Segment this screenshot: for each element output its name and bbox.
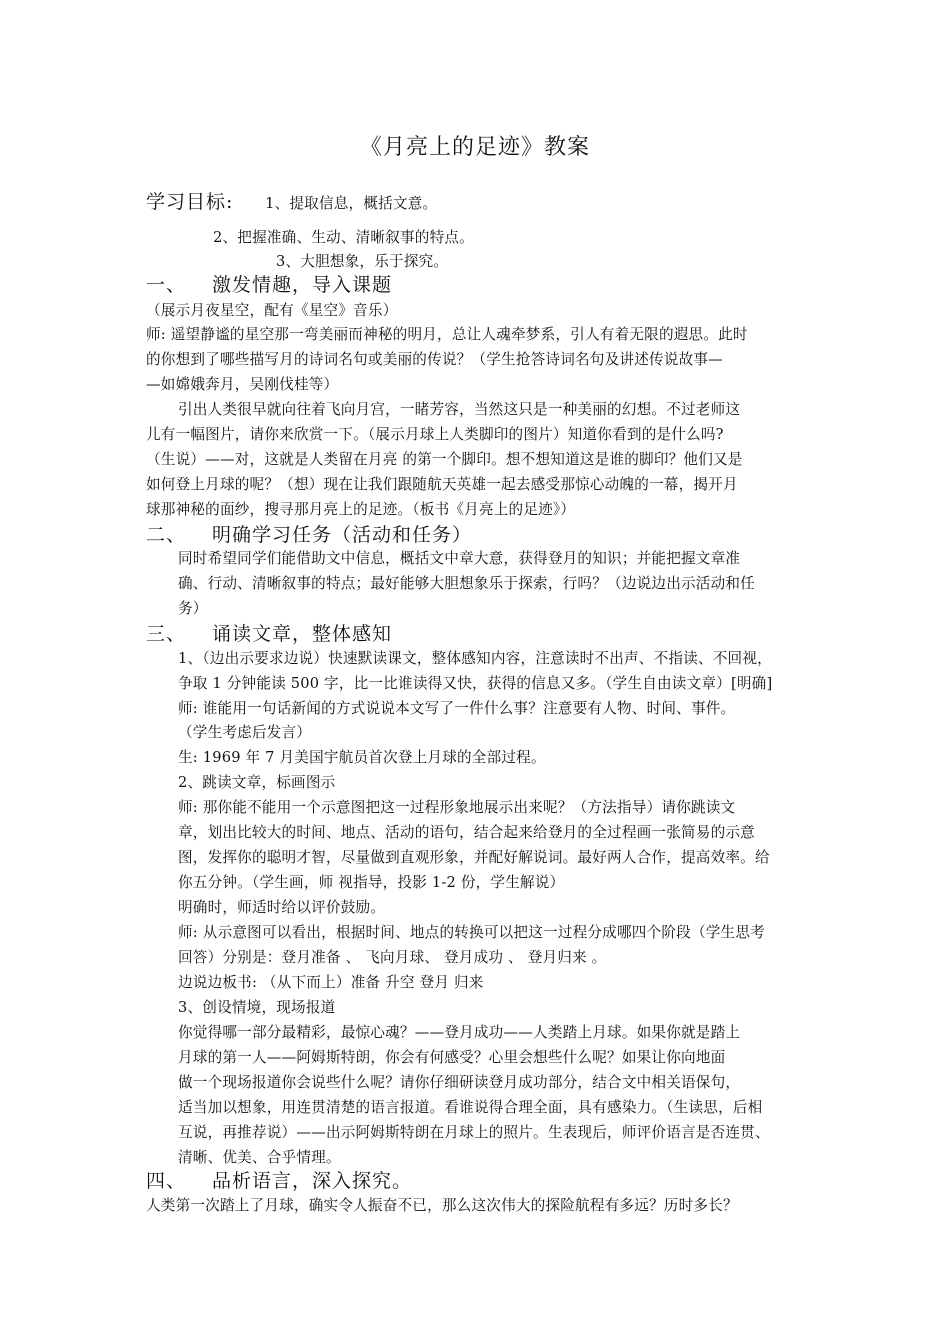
- section-3-line: 清晰、优美、合乎情理。: [178, 1149, 341, 1166]
- learning-goals: [146, 190, 437, 214]
- section-3-line: 你五分钟。（学生画，师 视指导，投影 1-2 份，学生解说）: [178, 874, 565, 891]
- section-3-line: 师: 那你能不能用一个示意图把这一过程形象地展示出来呢？（方法指导）请你跳读文: [178, 799, 736, 816]
- section-1-line: 如何登上月球的呢？（想）现在让我们跟随航天英雄一起去感受那惊心动魄的一幕，揭开月: [146, 476, 738, 493]
- section-3-line: 边说边板书: （从下而上）准备 升空 登月 归来: [178, 974, 484, 991]
- section-3-line: 章，划出比较大的时间、地点、活动的语句，结合起来给登月的全过程画一张简易的示意: [178, 824, 755, 841]
- section-1-line: 引出人类很早就向往着飞向月宫，一睹芳容，当然这只是一种美丽的幻想。不过老师这: [178, 401, 741, 418]
- section-2-line: 确、行动、清晰叙事的特点；最好能够大胆想象乐于探索，行吗？（边说边出示活动和任: [178, 575, 755, 592]
- section-2-title: 明确学习任务（活动和任务）: [212, 524, 473, 546]
- section-1-line: （生说）——对，这就是人类留在月亮 的第一个脚印。想不想知道这是谁的脚印？他们又是: [146, 451, 743, 468]
- section-3-line: 争取 1 分钟能读 500 字，比一比谁读得又快，获得的信息又多。（学生自由读文章）[明确]: [178, 675, 773, 692]
- section-2-line: 同时希望同学们能借助文中信息，概括文中章大意，获得登月的知识；并能把握文章准: [178, 550, 741, 567]
- section-4-title: 品析语言，深入探究。: [212, 1170, 413, 1192]
- section-4-line: 人类第一次踏上了月球，确实令人振奋不已，那么这次伟大的探险航程有多远？历时多长？: [146, 1197, 738, 1214]
- section-3-line: （学生考虑后发言）: [178, 724, 312, 741]
- section-1-number: 一、: [146, 274, 187, 296]
- section-3-line: 图，发挥你的聪明才智，尽量做到直观形象，并配好解说词。最好两人合作，提高效率。给: [178, 849, 770, 866]
- section-3-line: 生: 1969 年 7 月美国宇航员首次登上月球的全部过程。: [178, 749, 546, 766]
- section-1-line: 球那神秘的面纱，搜寻那月亮上的足迹。（板书《月亮上的足迹》）: [146, 501, 576, 518]
- learning-goals-label: 学习目标:: [146, 191, 234, 213]
- section-4-heading: [146, 1169, 412, 1193]
- section-3-number: 三、: [146, 623, 187, 645]
- section-2-heading: [146, 523, 472, 547]
- section-3-line: 月球的第一人——阿姆斯特朗，你会有何感受？心里会想些什么呢？如果让你向地面: [178, 1049, 726, 1066]
- section-3-line: 师: 从示意图可以看出，根据时间、地点的转换可以把这一过程分成哪四个阶段（学生思考: [178, 924, 765, 941]
- section-3-line: 1、（边出示要求边说）快速默读课文，整体感知内容，注意读时不出声、不指读、不回视，: [178, 650, 772, 667]
- section-2-number: 二、: [146, 524, 187, 546]
- section-3-line: 你觉得哪一部分最精彩，最惊心魂？——登月成功——人类踏上月球。如果你就是踏上: [178, 1024, 741, 1041]
- section-1-line: 师: 遥望静谧的星空那一弯美丽而神秘的明月，总让人魂牵梦系，引人有着无限的遐思。此时: [146, 326, 748, 343]
- section-1-title: 激发情趣，导入课题: [212, 274, 393, 296]
- section-4-number: 四、: [146, 1170, 187, 1192]
- section-3-line: 互说，再推荐说）——出示阿姆斯特朗在月球上的照片。生表现后，师评价语言是否连贯、: [178, 1124, 770, 1141]
- section-3-line: 适当加以想象，用连贯清楚的语言报道。看谁说得合理全面，具有感染力。（生读思，后相: [178, 1099, 763, 1116]
- section-3-line: 师: 谁能用一句话新闻的方式说说本文写了一件什么事？注意要有人物、时间、事件。: [178, 700, 736, 717]
- section-3-line: 2、跳读文章，标画图示: [178, 774, 336, 791]
- goal-2: 2、把握准确、生动、清晰叙事的特点。: [213, 229, 474, 246]
- section-1-line: 儿有一幅图片，请你来欣赏一下。（展示月球上人类脚印的图片）知道你看到的是什么吗?: [146, 426, 724, 443]
- section-1-line: （展示月夜星空，配有《星空》音乐）: [146, 302, 398, 319]
- goal-1: 1、提取信息，概括文意。: [265, 195, 438, 212]
- section-3-heading: [146, 622, 392, 646]
- document-title: 《月亮上的足迹》教案: [359, 135, 590, 160]
- section-3-line: 做一个现场报道你会说些什么呢？请你仔细研读登月成功部分，结合文中相关语保句，: [178, 1074, 741, 1091]
- section-3-line: 明确时，师适时给以评价鼓励。: [178, 899, 386, 916]
- section-3-title: 诵读文章，整体感知: [212, 623, 393, 645]
- section-1-line: —如嫦娥奔月，吴刚伐桂等）: [146, 376, 339, 393]
- section-1-heading: [146, 273, 392, 297]
- section-1-line: 的你想到了哪些描写月的诗词名句或美丽的传说？（学生抢答诗词名句及讲述传说故事—: [146, 351, 723, 368]
- section-3-line: 回答）分别是：登月准备 、 飞向月球、 登月成功 、 登月归来 。: [178, 949, 607, 966]
- section-3-line: 3、创设情境，现场报道: [178, 999, 336, 1016]
- section-2-line: 务）: [178, 600, 208, 617]
- goal-3: 3、大胆想象，乐于探究。: [276, 253, 449, 270]
